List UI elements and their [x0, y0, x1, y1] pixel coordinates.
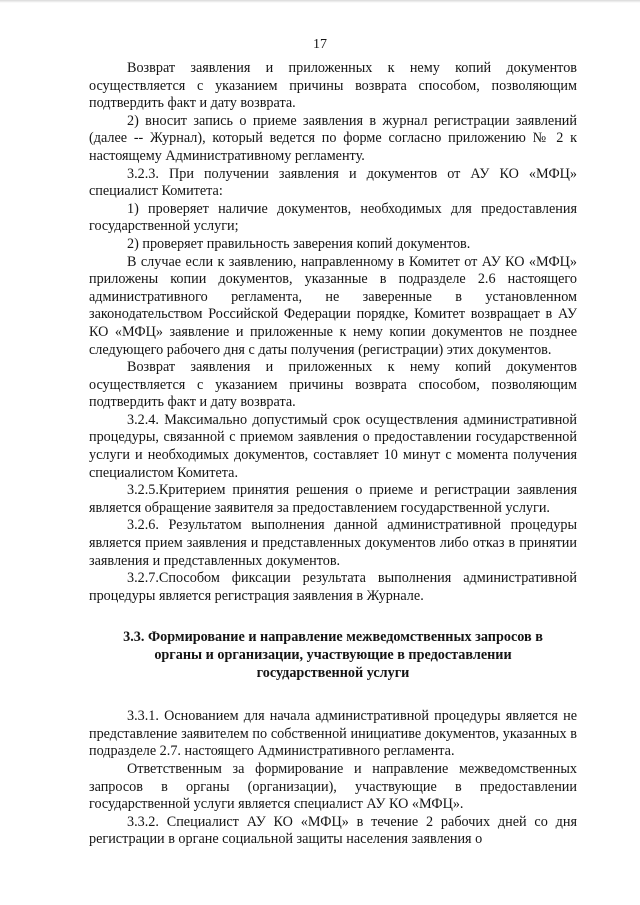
paragraph: Ответственным за формирование и направление межведомственных запросов в органы (организации), участвующие в предоставлении государственной услуги является специалист АУ КО «МФЦ».	[89, 760, 577, 813]
paragraph: 3.2.7.Способом фиксации результата выполнения административной процедуры является регистрация заявления в Журнале.	[89, 570, 577, 604]
paragraph: 2) вносит запись о приеме заявления в журнал регистрации заявлений (далее -- Журнал), который ведется по форме согласно приложению № 2 к настоящему Административному регламенту.	[89, 112, 577, 164]
paragraph: Возврат заявления и приложенных к нему копий документов осуществляется с указанием причины возврата способом, позволяющим подтвердить факт и дату возврата.	[89, 359, 577, 411]
paragraph: 3.2.6. Результатом выполнения данной административной процедуры является прием заявления и представленных документов либо отказ в принятии заявления и представленных документов.	[89, 517, 577, 569]
section-heading: 3.3. Формирование и направление межведомственных запросов в органы и организации, участвующие в предоставлении государственной услуги	[123, 629, 543, 681]
scan-top-edge	[0, 0, 640, 3]
paragraph: 2) проверяет правильность заверения копий документов.	[127, 235, 471, 252]
paragraph: 3.3.2. Специалист АУ КО «МФЦ» в течение 2 рабочих дней со дня регистрации в органе социальной защиты населения заявления о	[89, 813, 577, 848]
paragraph: 3.2.5.Критерием принятия решения о приеме и регистрации заявления является обращение заявителя за предоставлением государственной услуги.	[89, 482, 577, 516]
paragraph: В случае если к заявлению, направленному в Комитет от АУ КО «МФЦ» приложены копии документов, указанные в подразделе 2.6 настоящего административного регламента, не заверенные в установленном законодательством Российской Федерации порядке, Комитет возвращает в АУ КО «МФЦ» заявление и приложенные к нему копии документов не позднее следующего рабочего дня с даты получения (регистрации) этих документов.	[89, 253, 577, 358]
paragraph: Возврат заявления и приложенных к нему копий документов осуществляется с указанием причины возврата способом, позволяющим подтвердить факт и дату возврата.	[89, 60, 577, 112]
paragraph: 3.2.3. При получении заявления и документов от АУ КО «МФЦ» специалист Комитета:	[89, 165, 577, 200]
paragraph: 3.2.4. Максимально допустимый срок осуществления административной процедуры, связанной с приемом заявления о предоставлении государственной услуги и необходимых документов, составляет 10 минут с момента получения специалистом Комитета.	[89, 411, 577, 481]
page-number: 17	[313, 37, 327, 52]
document-body	[89, 60, 577, 849]
paragraph: 3.3.1. Основанием для начала административной процедуры является не представление заявителем по собственной инициативе документов, указанных в подразделе 2.7. настоящего Административного регламента.	[89, 708, 577, 760]
paragraph: 1) проверяет наличие документов, необходимых для предоставления государственной услуги;	[89, 200, 577, 235]
